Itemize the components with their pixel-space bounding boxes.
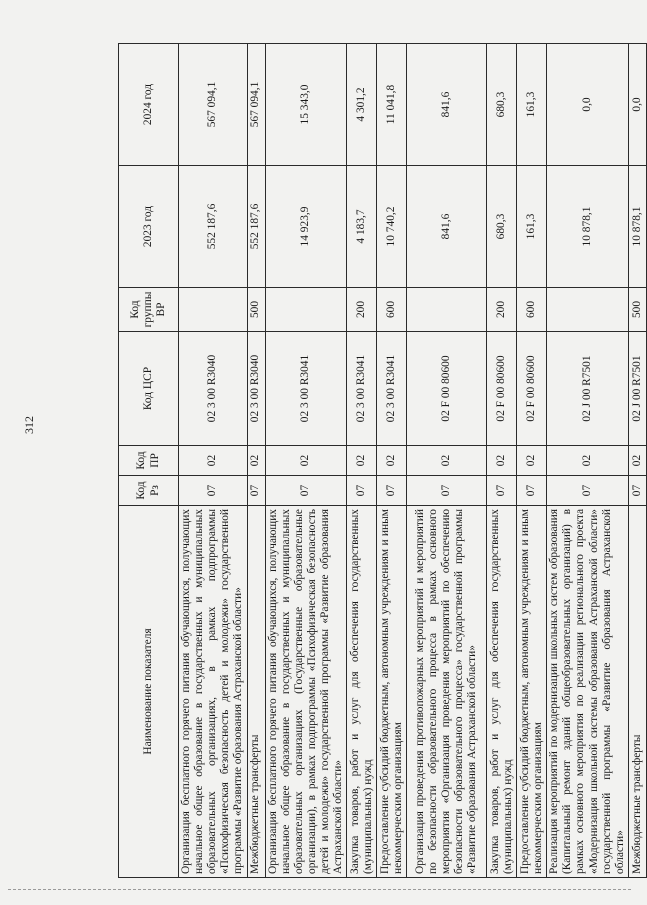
row-csr: 02 3 00 R3041: [265, 332, 347, 446]
row-rz: 07: [347, 476, 377, 506]
row-csr: 02 J 00 R7501: [547, 332, 629, 446]
rotated-table-wrapper: [118, 44, 643, 878]
budget-table: [118, 43, 647, 878]
scan-edge-line: [8, 889, 631, 890]
row-2023: 10 878,1: [628, 166, 646, 288]
row-2023: 841,6: [407, 166, 487, 288]
row-vr: 500: [247, 288, 265, 332]
header-csr: Код ЦСР: [119, 332, 179, 446]
row-csr: 02 3 00 R3040: [247, 332, 265, 446]
table-row: [547, 44, 629, 878]
row-csr: 02 J 00 R7501: [628, 332, 646, 446]
row-2024: 841,6: [407, 44, 487, 166]
row-pr: 02: [247, 446, 265, 476]
row-name: Организация бесплатного горячего питания обучающихся, получающих начальное общее образование в государственных и муниципальных образовательных организациях (Государственные образовательные организации), в рамках подпрограммы «Психофизическая безопасность детей и молодежи» государственной программы «Развитие образования Астраханской области»: [265, 506, 347, 878]
row-rz: 07: [547, 476, 629, 506]
table-row: [517, 44, 547, 878]
table-row: [265, 44, 347, 878]
row-2024: 567 094,1: [179, 44, 248, 166]
row-rz: 07: [487, 476, 517, 506]
row-csr: 02 3 00 R3040: [179, 332, 248, 446]
row-name: Организация проведения противопожарных мероприятий и мероприятий по безопасности образовательного процесса в рамках основного мероприятия «Организация проведения мероприятий по обеспечению безопасности образовательного процесса» государственной программы «Развитие образования Астраханской области»: [407, 506, 487, 878]
table-row: [247, 44, 265, 878]
row-csr: 02 F 00 80600: [487, 332, 517, 446]
row-2024: 680,3: [487, 44, 517, 166]
row-pr: 02: [179, 446, 248, 476]
row-vr: 200: [347, 288, 377, 332]
table-row: [407, 44, 487, 878]
table-row: [347, 44, 377, 878]
row-name: Реализация мероприятий по модернизации школьных систем образования (Капитальный ремонт зданий общеобразовательных организаций) в рамках основного мероприятия по реализации регионального проекта «Модернизация школьной системы образования Астраханской области» государственной программы «Развитие образования Астраханской области»: [547, 506, 629, 878]
row-name: Межбюджетные трансферты: [247, 506, 265, 878]
row-name: Закупка товаров, работ и услуг для обеспечения государственных (муниципальных) нужд: [347, 506, 377, 878]
row-csr: 02 3 00 R3041: [347, 332, 377, 446]
row-vr: [407, 288, 487, 332]
row-vr: [179, 288, 248, 332]
table-row: [487, 44, 517, 878]
row-pr: 02: [628, 446, 646, 476]
row-2024: 11 041,8: [377, 44, 407, 166]
header-vr: Код группы ВР: [119, 288, 179, 332]
row-csr: 02 F 00 80600: [517, 332, 547, 446]
table-row: [179, 44, 248, 878]
row-2023: 10 878,1: [547, 166, 629, 288]
row-rz: 07: [377, 476, 407, 506]
header-rz: Код Рз: [119, 476, 179, 506]
row-2023: 10 740,2: [377, 166, 407, 288]
row-rz: 07: [628, 476, 646, 506]
row-2024: 161,3: [517, 44, 547, 166]
row-pr: 02: [487, 446, 517, 476]
row-2023: 552 187,6: [179, 166, 248, 288]
row-name: Предоставление субсидий бюджетным, автономным учреждениям и иным некоммерческим организациям: [377, 506, 407, 878]
row-2023: 552 187,6: [247, 166, 265, 288]
row-rz: 07: [407, 476, 487, 506]
row-2024: 0,0: [547, 44, 629, 166]
row-name: Закупка товаров, работ и услуг для обеспечения государственных (муниципальных) нужд: [487, 506, 517, 878]
row-name: Межбюджетные трансферты: [628, 506, 646, 878]
row-2024: 0,0: [628, 44, 646, 166]
row-vr: [265, 288, 347, 332]
row-pr: 02: [347, 446, 377, 476]
row-2023: 14 923,9: [265, 166, 347, 288]
page-number: 312: [22, 416, 36, 434]
row-rz: 07: [517, 476, 547, 506]
row-pr: 02: [547, 446, 629, 476]
row-2024: 4 301,2: [347, 44, 377, 166]
row-name: Предоставление субсидий бюджетным, автономным учреждениям и иным некоммерческим организациям: [517, 506, 547, 878]
row-vr: [547, 288, 629, 332]
header-name: Наименование показателя: [119, 506, 179, 878]
row-pr: 02: [265, 446, 347, 476]
row-pr: 02: [377, 446, 407, 476]
row-pr: 02: [517, 446, 547, 476]
row-vr: 500: [628, 288, 646, 332]
row-2023: 680,3: [487, 166, 517, 288]
row-vr: 200: [487, 288, 517, 332]
row-rz: 07: [247, 476, 265, 506]
row-pr: 02: [407, 446, 487, 476]
row-vr: 600: [377, 288, 407, 332]
row-name: Организация бесплатного горячего питания обучающихся, получающих начальное общее образование в государственных и муниципальных образовательных организациях, в рамках подпрограммы «Психофизическая безопасность детей и молодежи» государственной программы «Развитие образования Астраханской области»: [179, 506, 248, 878]
header-pr: Код ПР: [119, 446, 179, 476]
row-2024: 15 343,0: [265, 44, 347, 166]
row-rz: 07: [179, 476, 248, 506]
row-2023: 161,3: [517, 166, 547, 288]
row-2023: 4 183,7: [347, 166, 377, 288]
row-vr: 600: [517, 288, 547, 332]
row-rz: 07: [265, 476, 347, 506]
row-csr: 02 F 00 80600: [407, 332, 487, 446]
row-2024: 567 094,1: [247, 44, 265, 166]
header-2024: 2024 год: [119, 44, 179, 166]
table-row: [628, 44, 646, 878]
row-csr: 02 3 00 R3041: [377, 332, 407, 446]
table-header-row: [119, 44, 179, 878]
table-row: [377, 44, 407, 878]
header-2023: 2023 год: [119, 166, 179, 288]
